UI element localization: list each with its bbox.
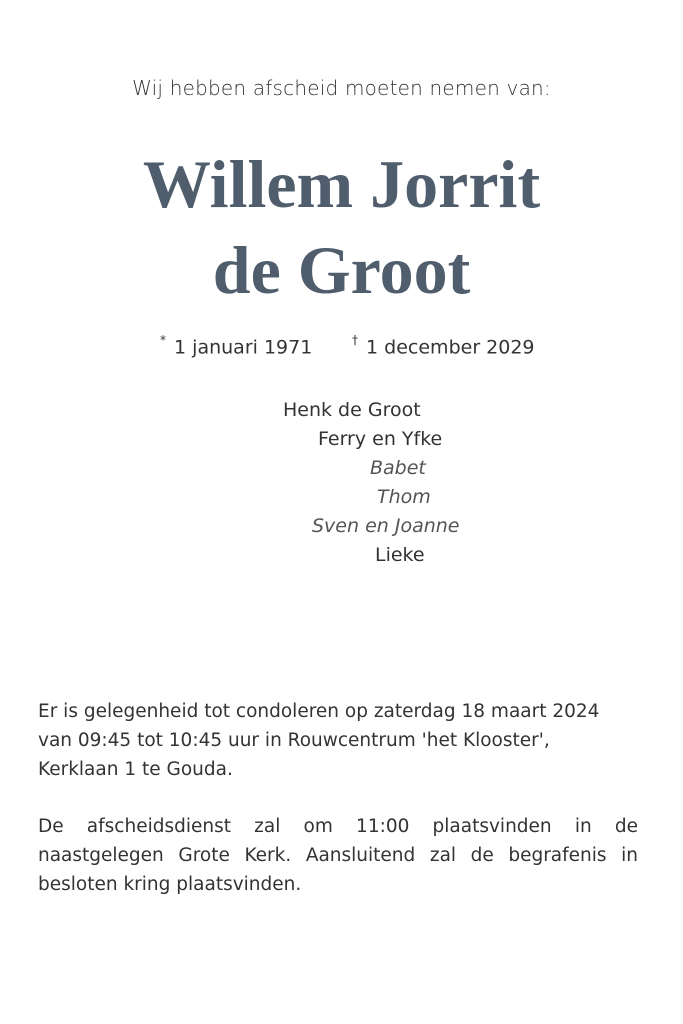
death-symbol: †	[352, 333, 358, 347]
birth-date	[160, 335, 312, 358]
death-date	[352, 335, 535, 358]
family-member: Lieke	[375, 544, 425, 566]
family-member: Babet	[370, 457, 426, 479]
service-paragraph: De afscheidsdienst zal om 11:00 plaatsvinden in de naastgelegen Grote Kerk. Aansluitend zal de begrafenis in besloten kring plaatsvinden.	[38, 816, 638, 895]
death-date-text: 1 december 2029	[366, 336, 535, 359]
family-member: Henk de Groot	[283, 399, 421, 421]
family-member: Ferry en Yfke	[318, 428, 443, 450]
birth-date-text: 1 januari 1971	[174, 336, 313, 359]
birth-symbol: *	[160, 333, 166, 347]
family-member: Sven en Joanne	[312, 515, 460, 537]
family-member: Thom	[377, 486, 431, 508]
condolence-paragraph: Er is gelegenheid tot condoleren op zaterdag 18 maart 2024 van 09:45 tot 10:45 uur in Rouwcentrum 'het Klooster', Kerklaan 1 te Gouda.	[38, 701, 600, 780]
intro-text: Wij hebben afscheid moeten nemen van:	[132, 76, 551, 100]
deceased-name-line-2: de Groot	[212, 232, 471, 308]
deceased-name-line-1: Willem Jorrit	[142, 146, 541, 222]
